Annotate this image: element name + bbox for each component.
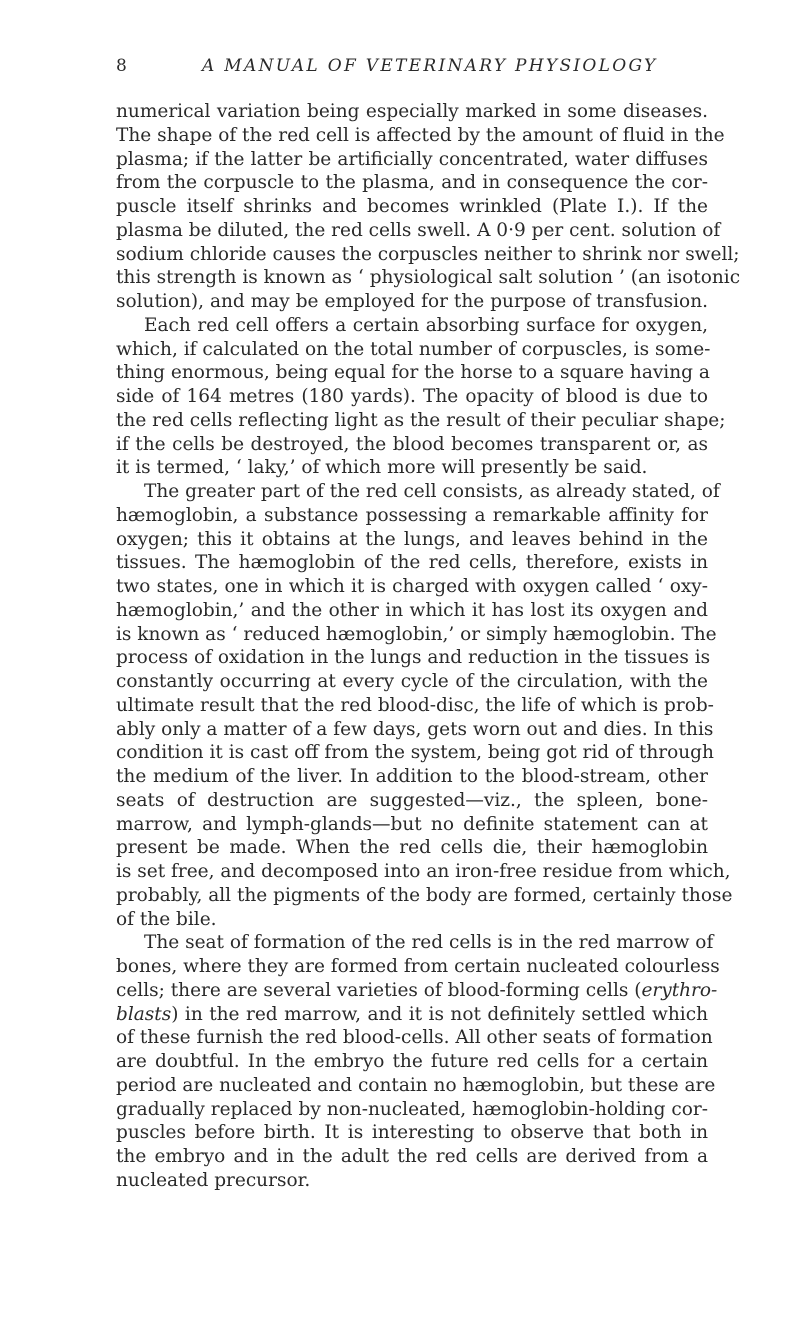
text-line: sodium chloride causes the corpuscles neither to shrink nor swell; [116, 243, 740, 265]
text-line: are doubtful. In the embryo the future red cells for a certain [116, 1051, 708, 1072]
text-line: this strength is known as ‘ physiological salt solution ’ (an isotonic [116, 267, 741, 289]
text-line: it is termed, ‘ laky,’ of which more will presently be said. [116, 457, 648, 479]
text-line: condition it is cast off from the system, being got rid of through [116, 742, 714, 764]
text-line: constantly occurring at every cycle of the circulation, with the [116, 671, 708, 692]
text-line: bones, where they are formed from certain nucleated colourless [116, 956, 720, 977]
text-line: is set free, and decomposed into an iron-free residue from which, [116, 861, 731, 882]
page-number: 8 [116, 56, 128, 76]
text-line: hæmoglobin,’ and the other in which it has lost its oxygen and [116, 599, 708, 621]
text-line: thing enormous, being equal for the horse to a square having a [116, 362, 710, 384]
text-line: if the cells be destroyed, the blood becomes transparent or, as [116, 433, 708, 455]
text-line: plasma; if the latter be artificially concentrated, water diffuses [116, 148, 708, 170]
text-line: of the bile. [116, 908, 217, 930]
text-line: oxygen; this it obtains at the lungs, and leaves behind in the [116, 528, 708, 550]
text-line: tissues. The hæmoglobin of the red cells, therefore, exists in [116, 552, 708, 574]
text-line: the embryo and in the adult the red cells are derived from a [116, 1146, 708, 1167]
text-line: the medium of the liver. In addition to the blood-stream, other [116, 766, 708, 787]
text-line: solution), and may be employed for the purpose of transfusion. [116, 291, 708, 312]
text-line: The shape of the red cell is affected by the amount of fluid in the [116, 124, 725, 146]
text-line: marrow, and lymph-glands—but no definite statement can at [116, 813, 708, 835]
text-line: Each red cell offers a certain absorbing surface for oxygen, [144, 314, 708, 336]
text-line: present be made. When the red cells die, their hæmoglobin [116, 837, 708, 859]
text-line: hæmoglobin, a substance possessing a remarkable affinity for [116, 504, 708, 526]
text-line: the red cells reflecting light as the result of their peculiar shape; [116, 409, 726, 431]
text-line: from the corpuscle to the plasma, and in consequence the cor- [116, 172, 708, 194]
text-line: The greater part of the red cell consists, as already stated, of [144, 481, 720, 502]
text-line: process of oxidation in the lungs and reduction in the tissues is [116, 647, 711, 669]
text-line: two states, one in which it is charged with oxygen called ‘ oxy- [116, 576, 708, 597]
text-line: blasts) in the red marrow, and it is not definitely settled which [116, 1003, 708, 1025]
text-line: cells; there are several varieties of blood-forming cells (erythro- [116, 979, 718, 1001]
text-line: is known as ‘ reduced hæmoglobin,’ or simply hæmoglobin. The [116, 623, 717, 645]
text-line: numerical variation being especially marked in some diseases. [116, 101, 708, 122]
page-header [116, 56, 706, 80]
text-line: probably, all the pigments of the body are formed, certainly those [116, 884, 733, 906]
text-line: ably only a matter of a few days, gets worn out and dies. In this [116, 718, 714, 740]
text-line: The seat of formation of the red cells is in the red marrow of [144, 932, 714, 954]
text-line: side of 164 metres (180 yards). The opacity of blood is due to [116, 386, 708, 407]
text-line: which, if calculated on the total number of corpuscles, is some- [116, 338, 711, 360]
text-line: period are nucleated and contain no hæmoglobin, but these are [116, 1074, 716, 1096]
text-line: ultimate result that the red blood-disc, the life of which is prob- [116, 694, 714, 716]
text-line: nucleated precursor. [116, 1169, 311, 1191]
text-line: puscles before birth. It is interesting to observe that both in [116, 1122, 708, 1144]
text-line: of these furnish the red blood-cells. All other seats of formation [116, 1027, 713, 1049]
text-line: plasma be diluted, the red cells swell. A 0·9 per cent. solution of [116, 219, 721, 241]
text-line: gradually replaced by non-nucleated, hæmoglobin-holding cor- [116, 1098, 708, 1120]
running-title: A MANUAL OF VETERINARY PHYSIOLOGY [202, 56, 658, 76]
text-line: seats of destruction are suggested—viz., the spleen, bone- [116, 789, 708, 811]
text-line: puscle itself shrinks and becomes wrinkled (Plate I.). If the [116, 196, 708, 217]
body-text [116, 100, 741, 1193]
